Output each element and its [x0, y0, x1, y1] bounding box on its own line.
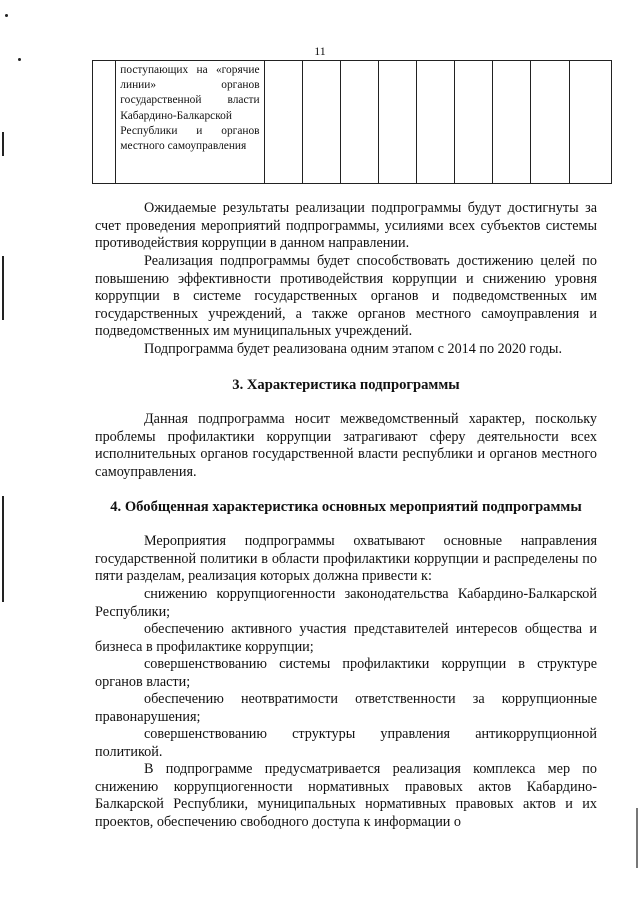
table-cell-value [569, 61, 611, 184]
table-cell-value [302, 61, 340, 184]
scan-line [2, 132, 4, 156]
table-cell-value [264, 61, 302, 184]
list-item: обеспечению активного участия представителей интересов общества и бизнеса в профилактике коррупции; [95, 621, 597, 655]
table-cell-value [417, 61, 455, 184]
list-item: обеспечению неотвратимости ответственности за коррупционные правонарушения; [95, 691, 597, 725]
list-item: снижению коррупциогенности законодательства Кабардино-Балкарской Республики; [95, 586, 597, 620]
table-row [93, 61, 612, 184]
list-item: совершенствованию структуры управления антикоррупционной политикой. [95, 726, 597, 760]
scan-line [2, 256, 4, 320]
section-4-heading: 4. Обобщенная характеристика основных мероприятий подпрограммы [110, 499, 582, 515]
paragraph-expected-results: Ожидаемые результаты реализации подпрограммы будут достигнуты за счет проведения мероприятий подпрограммы, усилиями всех субъектов системы противодействия коррупции в данном направлении. [95, 200, 597, 252]
table-cell-value [378, 61, 416, 184]
paragraph-stage: Подпрограмма будет реализована одним этапом с 2014 по 2020 годы. [144, 341, 562, 357]
table-cell-text: поступающих на «горячие линии» органов государственной власти Кабардино-Балкарской Республики и органов местного самоуправления [120, 64, 260, 153]
section-4-closing: В подпрограмме предусматривается реализация комплекса мер по снижению коррупциогенности нормативных правовых актов Кабардино-Балкарской Республики, муниципальных нормативных правовых актов и их проектов, обеспечению свободного доступа к информации о [95, 761, 597, 830]
scan-dot [5, 14, 8, 17]
scan-line [636, 808, 638, 868]
table-cell-number [93, 61, 116, 184]
section-3-heading: 3. Характеристика подпрограммы [232, 377, 460, 393]
table-cell-value [340, 61, 378, 184]
table-cell-value [493, 61, 531, 184]
section-3-paragraph: Данная подпрограмма носит межведомственный характер, поскольку проблемы профилактики коррупции затрагивают сферу деятельности всех исполнительных органов государственной власти республики и органов местного самоуправления. [95, 411, 597, 480]
table-cell-value [531, 61, 569, 184]
page-number: 11 [314, 44, 326, 58]
table-cell-value [455, 61, 493, 184]
list-item: совершенствованию системы профилактики коррупции в структуре органов власти; [95, 656, 597, 690]
paragraph-implementation: Реализация подпрограммы будет способствовать достижению целей по повышению эффективности противодействия коррупции и снижению уровня коррупции в системе государственных органов и подведомственных им государственных учреждений, а также органов местного самоуправления и подведомственных им муниципальных учреждений. [95, 253, 597, 340]
table-fragment [92, 60, 612, 184]
table-cell-name [116, 61, 264, 184]
scan-dot [18, 58, 21, 61]
scan-line [2, 496, 4, 602]
section-4-intro: Мероприятия подпрограммы охватывают основные направления государственной политики в области профилактики коррупции и распределены по пяти разделам, реализация которых должна привести к: [95, 533, 597, 585]
